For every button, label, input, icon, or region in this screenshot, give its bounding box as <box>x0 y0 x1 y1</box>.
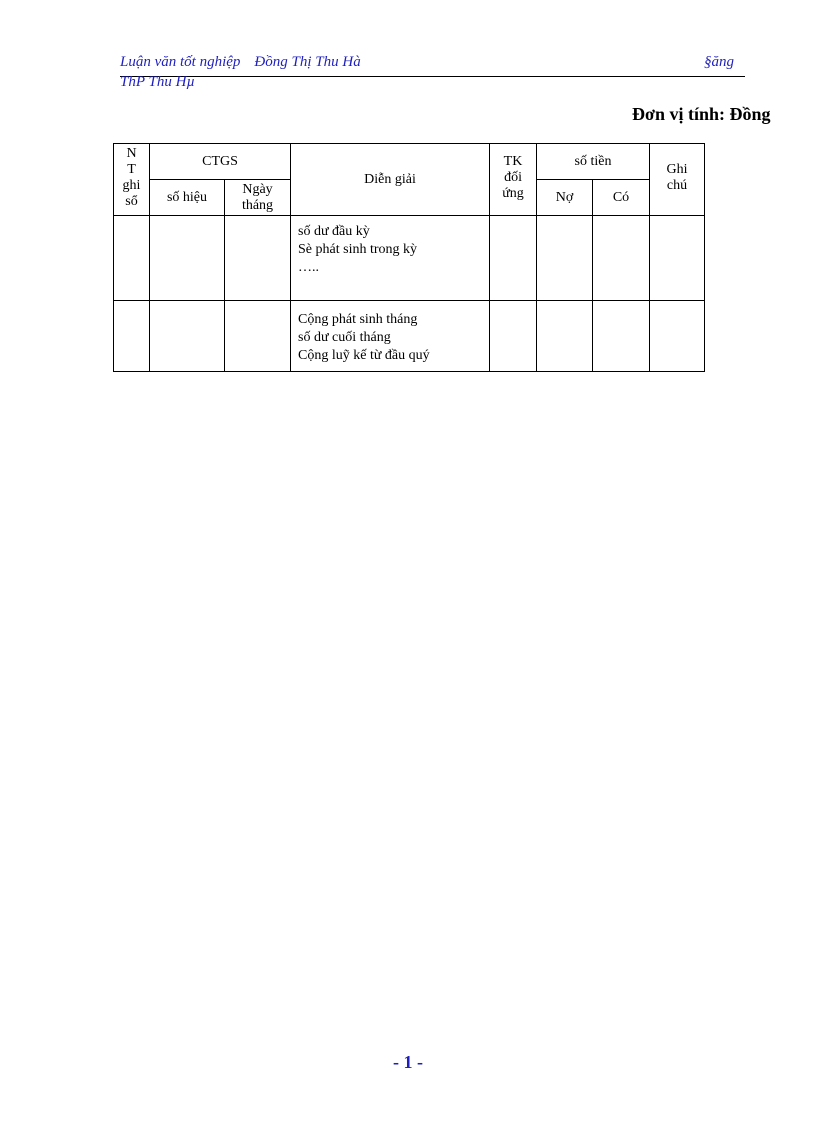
cell-empty <box>593 301 650 372</box>
cell-dien-giai <box>291 216 490 301</box>
cell-dien-giai <box>291 301 490 372</box>
nt-line-3: ghi <box>122 178 141 193</box>
desc-line: Sè phát sinh trong kỳ <box>298 242 418 257</box>
header-nt-ghi-so <box>114 144 150 216</box>
tk-line-2: đối <box>504 170 522 185</box>
cell-empty <box>593 216 650 301</box>
header-left <box>120 54 361 71</box>
ledger-table <box>113 143 705 372</box>
header-no: Nợ <box>537 180 593 216</box>
header-co: Có <box>593 180 650 216</box>
header-tk-doi-ung <box>490 144 537 216</box>
nt-line-1: N <box>126 146 137 161</box>
cell-empty <box>225 216 291 301</box>
desc-line: Cộng phát sinh tháng <box>298 312 418 327</box>
nt-line-4: sổ <box>125 194 138 209</box>
cell-empty <box>537 301 593 372</box>
tk-line-1: TK <box>503 154 523 169</box>
desc-line: số dư cuối tháng <box>298 330 391 345</box>
header-dien-giai: Diễn giải <box>291 144 490 216</box>
cell-empty <box>650 301 705 372</box>
page-number: - 1 - <box>393 1052 423 1072</box>
cell-empty <box>150 301 225 372</box>
table-row <box>114 301 705 372</box>
header-rule <box>120 76 745 77</box>
cell-empty <box>537 216 593 301</box>
header-so-tien: số tiền <box>537 144 650 180</box>
ngay-line-2: tháng <box>241 198 274 213</box>
header-author: Đồng Thị Thu Hà <box>254 54 361 70</box>
ghi-chu-line-1: Ghi <box>666 162 688 177</box>
ngay-line-1: Ngày <box>242 182 273 197</box>
nt-line-2: T <box>127 162 136 177</box>
cell-empty <box>225 301 291 372</box>
cell-empty <box>490 301 537 372</box>
tk-line-3: ứng <box>502 186 524 201</box>
header-sub: ThP Thu Hµ <box>120 74 196 90</box>
cell-empty <box>650 216 705 301</box>
desc-line: Cộng luỹ kế từ đầu quý <box>298 348 430 363</box>
cell-empty <box>114 301 150 372</box>
desc-line: số dư đầu kỳ <box>298 224 370 239</box>
desc-line: ….. <box>298 260 320 275</box>
header-so-hieu: số hiệu <box>150 180 225 216</box>
cell-empty <box>114 216 150 301</box>
cell-empty <box>150 216 225 301</box>
header-ngay-thang <box>225 180 291 216</box>
cell-empty <box>490 216 537 301</box>
header-ghi-chu <box>650 144 705 216</box>
ghi-chu-line-2: chú <box>666 178 688 193</box>
header-thesis: Luận văn tốt nghiệp <box>120 54 241 70</box>
header-ctgs: CTGS <box>150 144 291 180</box>
unit-label: Đơn vị tính: Đồng <box>632 104 771 124</box>
header-right: §ăng <box>704 54 734 70</box>
table-row <box>114 216 705 301</box>
